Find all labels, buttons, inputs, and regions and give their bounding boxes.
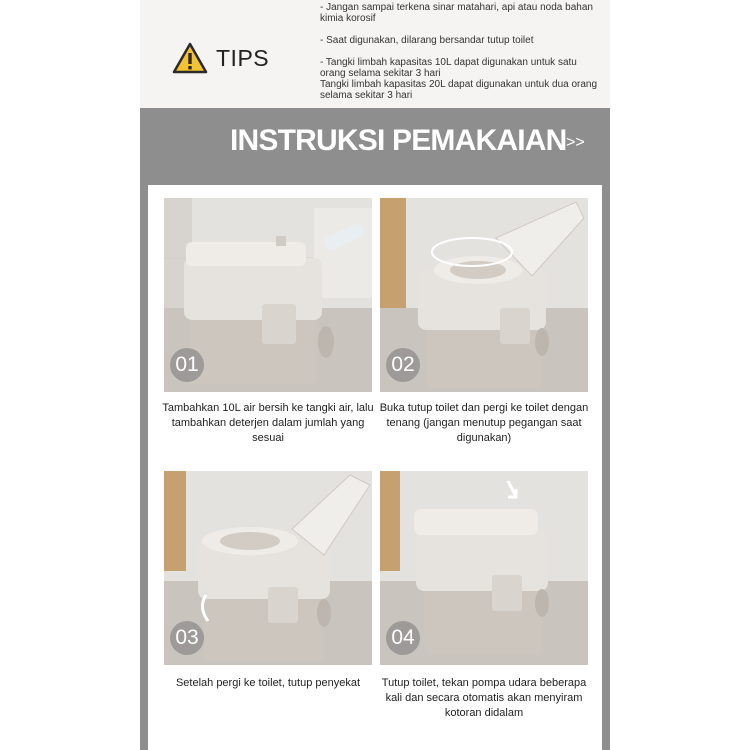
double-chevron-icon: >> (566, 134, 585, 151)
tip-item: - Jangan sampai terkena sinar matahari, api atau noda bahan kimia korosif (320, 2, 593, 24)
tips-label (172, 42, 269, 74)
step-photo-3 (164, 471, 372, 665)
tip-item: - Saat digunakan, dilarang bersandar tutup toilet (320, 35, 534, 46)
step-photo-4 (380, 471, 588, 665)
step-number: 01 (170, 348, 204, 382)
step-caption-2: Buka tutup toilet dan pergi ke toilet dengan tenang (jangan menutup pegangan saat digunakan) (379, 402, 589, 444)
tips-title: TIPS (216, 44, 270, 71)
step-number: 03 (170, 621, 204, 655)
step-photo-2 (380, 198, 588, 392)
step-photo-1 (164, 198, 372, 392)
step-caption-3: Setelah pergi ke toilet, tutup penyekat (175, 677, 361, 689)
tips-list (320, 2, 605, 101)
step-caption-4: Tutup toilet, tekan pompa udara beberapa kali dan secara otomatis akan menyiram kotoran didalam (381, 677, 587, 719)
tip-item: Tangki limbah kapasitas 20L dapat digunakan untuk dua orang selama sekitar 3 hari (320, 79, 598, 101)
step-caption-1: Tambahkan 10L air bersih ke tangki air, lalu tambahkan deterjen dalam jumlah yang sesuai (162, 402, 374, 444)
step-number: 04 (386, 621, 420, 655)
section-title: INSTRUKSI PEMAKAIAN (230, 124, 567, 157)
warning-icon (172, 42, 208, 74)
tip-item: - Tangki limbah kapasitas 10L dapat digunakan untuk satu orang selama sekitar 3 hari (320, 57, 577, 79)
step-number: 02 (386, 348, 420, 382)
